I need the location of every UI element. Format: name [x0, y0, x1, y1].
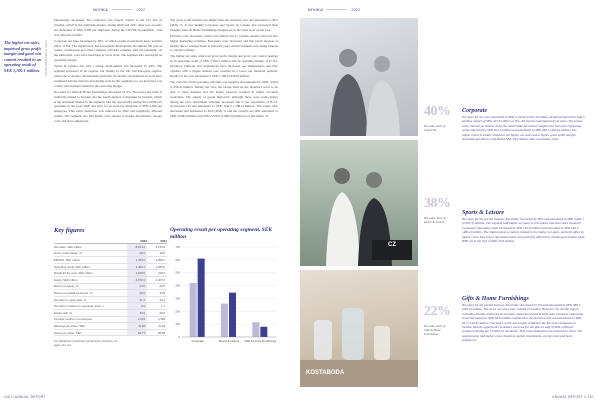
value-2021: 24.8	[159, 290, 165, 295]
value-2021: 49.8	[159, 310, 165, 315]
row-label: Equity per share, SEK	[54, 330, 82, 335]
value-2022: 2,629	[127, 317, 147, 323]
segment-share-label: Net sales share of Corporate	[424, 124, 446, 132]
column-header-2021: 2021	[160, 238, 167, 243]
row-label: Equity ratio, %	[54, 310, 73, 315]
row-label: Result for the year, SEK million	[54, 271, 93, 276]
table-row	[54, 244, 167, 251]
y-tick-label: 0	[178, 335, 180, 339]
footer-left: 106 // ANNUAL REPORT	[4, 395, 46, 399]
row-label: EBITDA, SEK million	[54, 257, 80, 262]
row-label: Operating result, SEK million	[54, 264, 90, 269]
section-label: PERFORMANCE 2022	[44, 40, 48, 76]
bar-2021-0	[190, 283, 197, 337]
row-label: Return on capital employed, %	[54, 290, 93, 295]
header-year: 2022	[351, 6, 361, 12]
table-body	[54, 244, 167, 336]
y-tick-label: 300	[175, 296, 180, 301]
value-2022: 49.9	[127, 310, 147, 316]
footer-right: ANNUAL REPORT // 107	[552, 395, 594, 399]
gifts-home-photo	[300, 270, 418, 387]
value-2021: 1,005.9	[155, 264, 165, 269]
y-tick-label: 200	[175, 309, 180, 314]
golfers-image	[300, 140, 418, 266]
header-year: 2022	[136, 6, 146, 12]
brand-logo: NIVIKA	[93, 6, 109, 12]
value-2022: 1,360.1	[127, 264, 147, 270]
row-label: Equity, SEK million	[54, 277, 78, 282]
value-2021: 28.6	[159, 284, 165, 289]
table-row	[54, 284, 167, 291]
value-2021: 318.0	[158, 271, 165, 276]
chart-title: Operating result per operating segment, SEK million	[170, 227, 273, 240]
table-row	[54, 257, 167, 264]
y-tick-label: 100	[175, 322, 180, 327]
segment-share-percent: 38%	[424, 196, 451, 211]
table-row	[54, 330, 167, 337]
segment-title: Sports & Leisure	[462, 210, 505, 216]
paragraph: Furnishings decreased. The reduction was largely related to the fact that in Sweden, which is the dominant market, during 2020 and 2021 there was an extra tax deduction of SEK 2,000 per employee during the COVID-19 pandemic - this was removed in 2022.	[54, 18, 162, 37]
y-tick-label: 500	[175, 270, 180, 275]
table-row	[54, 297, 167, 304]
paragraph: The cash flow from operating activities was negative and amounted to SEK -556.0 (1,358.4) million. During the year, the Group built up the inventory level to be able to meet demand and the higher turnover resulted in higher accounts receivable. The supply of goods improved, although there were some delays during the year. Investment activities increased due to the acquisition of B.T.C Activewear Ltd and amounted to SEK -842.3 (-188.2) million. The equity ratio decreased and amounted to 49.9 (49.8) % and the Group's net debt amounted to SEK 2,049.9 million and SEK 2,329.6 (1,860.0) million as of December 31.	[170, 79, 278, 119]
table-row	[54, 251, 167, 258]
bar-2022-1	[229, 293, 236, 337]
value-2021: 4,367.6	[155, 277, 165, 282]
paragraph: External costs increased, which was mainly due to volume-related costs but also higher marketing activities. Personnel costs increased and this year's increase is mainly due to savings made in previous years and the business now being adapted to current volumes.	[170, 33, 278, 53]
segment-text: Net sales for the period January-December decreased by 9% and amounted to SEK 980.5 (994.9) million. The lower net sales were related to Sweden. However, the Nordic region excluding Sweden improved its net sales. Sales decreased in both sales channels. Operating result decreased by SEK 84.8 million compared to the previous year and amounted to SEK 64.7 (149.4) million. The lower result was largely related to the fact that companies in Sweden had the opportunity to deduct extra tax for the gifts to staff of SEK 2,000 per employee during the COVID-19 pandemic. This extra deduction was removed in 2022. The segment also had higher costs related to market investments, energy costs and more employees.	[462, 303, 583, 343]
value-2022: 11.68	[127, 323, 147, 329]
segment-text: Net sales for the year amounted to SEK 4,132.8 (2,925.4) million. Acquired operations had a positive impact of SEK 245.8 million or 8%. All regions had improved net sales. The promo sales channel increased, while the retail trade decreased compared to last year. Operating result improved by SEK 812.0 million and amounted to SEK 983.1 (464.0) million. The higher result is mainly related to the higher net sales and a higher gross profit margin. Acquired operations contributed SEK 28.9 million after acquisition costs.	[462, 115, 585, 142]
value-2022: 24.5	[127, 284, 147, 290]
table-row	[54, 290, 167, 297]
value-2022: 4,976.3	[127, 277, 147, 283]
value-2021: 1,356.2	[155, 257, 165, 262]
table-row	[54, 317, 167, 324]
row-label: Net debt to equity ratio, %	[54, 297, 87, 302]
segment-text: Net sales for the period January-December increased by 38% and amounted to SEK 3,281.1 (2,391.5) million. The segment had higher net sales in all regions and both sales channels increased. Operating result increased by SEK 181.8 million and amounted to SEK 662.2 (480.4) million. The improvement is mainly related to the higher net sales, partially offset by higher costs. Last year's operating result was positively affected by foreign government lease IFRS 16 in the first of SEK 35.8 million.	[462, 217, 585, 244]
y-tick-label: 600	[175, 257, 180, 262]
brand-badge: KOSTABODA	[306, 370, 345, 376]
value-2021: 48.8	[159, 251, 165, 256]
segment-corporate	[462, 108, 586, 141]
column-header-2022: 2022	[140, 238, 147, 243]
segment-share-label: Net sales share of Gifts & Home Furnishings	[424, 324, 446, 336]
bar-chart	[170, 243, 280, 353]
people-silhouette-image	[300, 18, 418, 136]
value-2021: 6,733.6	[155, 244, 165, 249]
value-2021: 2,368	[158, 317, 165, 322]
key-figures-table	[54, 227, 167, 348]
value-2022: 20.0	[127, 290, 147, 296]
row-label: Gross profit margin, %	[54, 251, 82, 256]
row-label: Net debt in relation to operating result, x	[54, 304, 104, 309]
value-2021: 1.7	[161, 304, 165, 309]
key-figures-note: For definitions of alternative performance measures, see pages 122-124.	[54, 340, 118, 348]
value-2022: 31.1	[127, 297, 147, 303]
value-2022: 49.5	[127, 251, 147, 257]
segment-sports-leisure	[462, 210, 586, 243]
segment-share-percent: 22%	[424, 304, 451, 319]
key-figures-title: Key figures	[54, 227, 85, 234]
body-column-1	[54, 18, 162, 125]
header-divider	[112, 9, 132, 10]
paragraph: Sports & Leisure also had a strong development and increased by 38%. The segment increased in all regions, but mainly in the UK and European regions, where the economy's mechanisms had been favourable. Investments in Golf have continued and the brand is developing well. In this segment too, we had great cost control and an improvement in the operating margin.	[54, 64, 162, 88]
header-left	[93, 4, 145, 14]
paragraph: Net sales for Gifts & Home Furnishings decreased by 9%. The lower net value is primarily related to Sweden and the fourth quarter. Companies in Sweden, which is the dominant market in the segment, had the opportunity during the COVID-19 pandemic in the years 2020 and 2021 for an extra tax deduction of SEK 2,000 per employee. This extra deduction was removed in 2022 and negatively affected results. The segment also had higher costs related to market investments, energy costs and more employees.	[54, 89, 162, 124]
bar-2022-0	[198, 259, 205, 337]
row-label: Net sales, SEK million	[54, 244, 82, 249]
segment-share-label: Net sales share of Sports & Leisure	[424, 216, 446, 224]
y-tick-label: 700	[175, 245, 180, 249]
row-label: Earnings per share, SEK	[54, 323, 85, 328]
bar-2021-2	[252, 322, 259, 337]
x-category-label: Sports & Leisure	[218, 339, 240, 343]
table-row	[54, 270, 167, 277]
x-category-label: Gifts & Home Furnishings	[244, 339, 277, 343]
bar-2022-2	[260, 327, 267, 337]
segment-title: Gifts & Home Furnishings	[462, 296, 529, 302]
segment-title: Corporate	[462, 108, 488, 114]
y-tick-label: 400	[175, 283, 180, 288]
segment-gifts-home	[462, 296, 586, 343]
value-2022: 84.77	[127, 330, 147, 336]
value-2022: 1,784.5	[127, 257, 147, 263]
header-right	[308, 4, 360, 14]
operating-result-chart	[170, 227, 280, 367]
body-column-2	[170, 18, 278, 120]
brand-badge: CZ	[388, 242, 396, 248]
value-2022: 1,168.9	[127, 270, 147, 276]
sports-leisure-photo	[300, 140, 418, 266]
table-row	[54, 323, 167, 330]
value-2022: 8,014.4	[127, 244, 147, 250]
value-2021: 11.46	[158, 323, 165, 328]
paragraph: Corporate net sales increased by 49%, of which acquired operations had a positive effect of 8%. The segment has had favourable development throughout the year as events, conferences and other company activities returned after the pandemic. At the same time, costs have been kept at a low level. The segment also developed its operating margin.	[54, 38, 162, 63]
x-category-label: Corporate	[191, 339, 204, 343]
brand-logo: NIVIKA	[308, 6, 324, 12]
paragraph: The gross profit margin was higher than the previous year and amounted to 49.5 (48.8) %. It was mainly Corporate and Sports & Leisure that increased their margins. Gifts & Home Furnishings margins are at the same level as last year.	[170, 18, 278, 32]
row-label: Return on equity, %	[54, 284, 79, 289]
table-row	[54, 264, 167, 271]
corporate-photo	[300, 18, 418, 136]
table-row	[54, 277, 167, 284]
pull-quote: The higher net sales, improved gross profit margin and good cost control resulted in an operating result of SEK 5,700.1 million.	[4, 40, 42, 73]
header-divider	[327, 9, 347, 10]
paragraph: The higher net sales, improved gross profit margin and good cost control resulted in an operating result of SEK 5,700.1 million and an operating margin of 17.0%. Inventory build-up and acquisitions have increased our indebtedness and this, together with a higher interest rate, resulted in a lower net financial position. Result for the year amounted to SEK 1,168.9 (318.0) million.	[170, 54, 278, 78]
segment-share-percent: 40%	[424, 104, 451, 119]
table-row	[54, 303, 167, 310]
bar-2021-1	[221, 304, 228, 337]
value-2021: 68.85	[158, 330, 165, 335]
value-2021: 22.4	[159, 297, 165, 302]
value-2022: 2.0	[127, 303, 147, 309]
table-row	[54, 310, 167, 317]
row-label: Average number of employees	[54, 317, 93, 322]
